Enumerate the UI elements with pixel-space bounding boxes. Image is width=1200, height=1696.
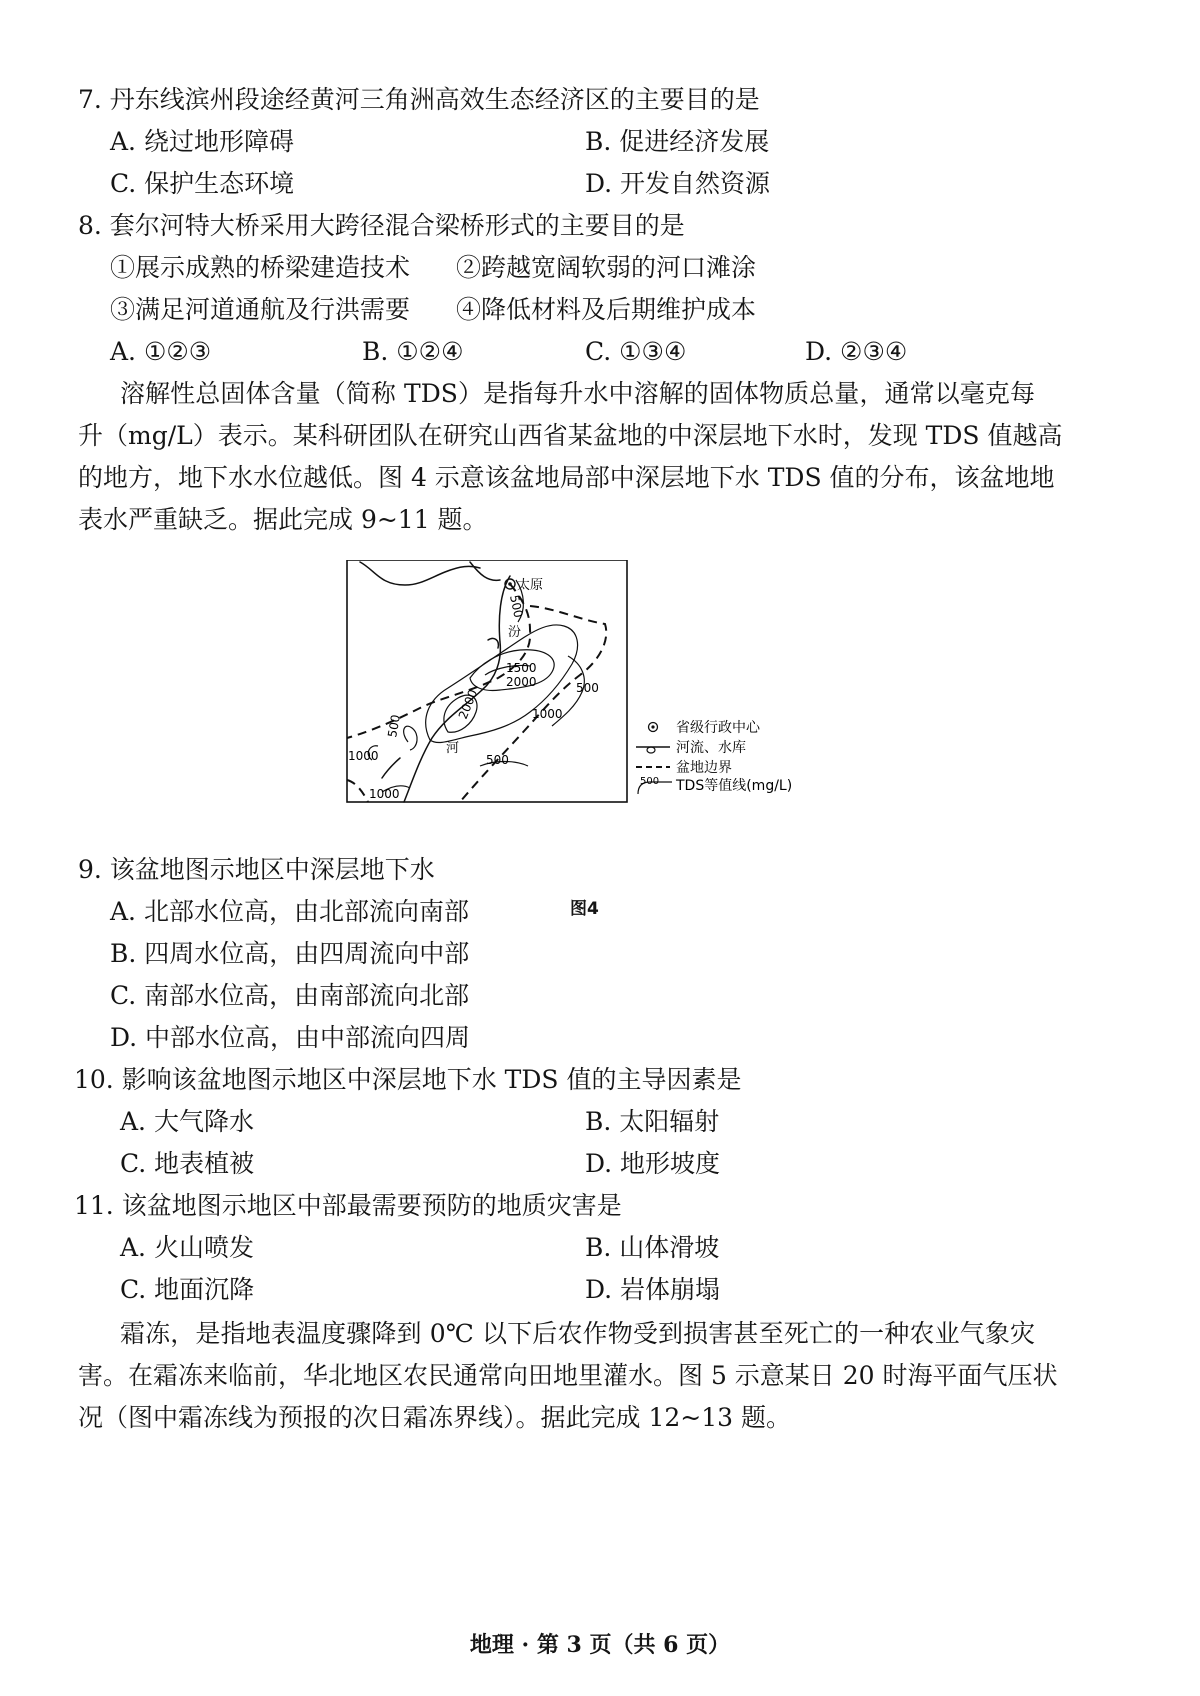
legend-reservoir-icon [647, 747, 655, 753]
contour-label-500-south: 500 [486, 753, 509, 767]
q8-option-b: B. ①②④ [362, 337, 464, 366]
passage2-line-2: 害。在霜冻来临前，华北地区农民通常向田地里灌水。图 5 示意某日 20 时海平面气压状 [78, 1361, 1058, 1390]
q7-option-b: B. 促进经济发展 [585, 127, 770, 156]
basin-boundary-east [460, 606, 606, 802]
west-tributary [382, 758, 400, 778]
contour-label-1500: 1500 [506, 661, 537, 675]
q8-option-c: C. ①③④ [585, 337, 687, 366]
q7-option-d: D. 开发自然资源 [585, 169, 771, 198]
passage1-line-4: 表水严重缺乏。据此完成 9~11 题。 [78, 505, 488, 534]
basin-boundary-south [347, 780, 368, 802]
q10-option-a: A. 大气降水 [120, 1107, 254, 1136]
q8-option-a: A. ①②③ [110, 337, 212, 366]
map-legend [636, 719, 792, 794]
tds-distribution-map [320, 560, 810, 810]
passage1-line-3: 的地方，地下水水位越低。图 4 示意该盆地局部中深层地下水 TDS 值的分布，该盆地地 [78, 463, 1055, 492]
river-north-tributary [360, 562, 480, 585]
contour-label-1000-south: 1000 [369, 787, 400, 801]
q9-option-b: B. 四周水位高，由四周流向中部 [110, 939, 470, 968]
tds-contour-500-southwest [404, 726, 417, 750]
tds-contour-1000-middle [426, 625, 578, 743]
contour-label-1000-middle: 1000 [532, 707, 563, 721]
contour-label-1000-west: 1000 [348, 749, 379, 763]
fen-reservoir-upper [488, 638, 498, 648]
provincial-capital-dot [508, 582, 512, 586]
q8-item-4: ④降低材料及后期维护成本 [456, 295, 757, 324]
basin-boundary-north [347, 584, 530, 738]
q9-stem: 9. 该盆地图示地区中深层地下水 [78, 855, 435, 884]
q11-stem: 11. 该盆地图示地区中部最需要预防的地质灾害是 [74, 1191, 622, 1220]
city-label-taiyuan: 太原 [517, 578, 544, 593]
river-label-fen: 汾 [508, 625, 522, 640]
contour-label-2000-lower: 2000 [455, 687, 481, 722]
legend-river-label: 河流、水库 [676, 740, 746, 756]
q10-option-b: B. 太阳辐射 [585, 1107, 720, 1136]
figure-caption: 图4 [570, 899, 599, 919]
contour-label-2000-upper: 2000 [506, 675, 537, 689]
q9-option-c: C. 南部水位高，由南部流向北部 [110, 981, 470, 1010]
legend-capital-icon-dot [651, 725, 654, 728]
q8-item-1: ①展示成熟的桥梁建造技术 [110, 253, 411, 282]
legend-boundary-label: 盆地边界 [676, 760, 732, 776]
page-footer: 地理 · 第 3 页（共 6 页） [469, 1632, 731, 1658]
q10-stem: 10. 影响该盆地图示地区中深层地下水 TDS 值的主导因素是 [74, 1065, 742, 1094]
q9-option-d: D. 中部水位高，由中部流向四周 [110, 1023, 471, 1052]
q10-option-c: C. 地表植被 [120, 1149, 255, 1178]
q8-item-2: ②跨越宽阔软弱的河口滩涂 [456, 253, 757, 282]
contour-label-500-north: 500 [507, 593, 526, 620]
legend-contour-label: TDS等值线(mg/L) [676, 778, 793, 794]
passage1-line-1: 溶解性总固体含量（简称 TDS）是指每升水中溶解的固体物质总量，通常以毫克每 [120, 379, 1035, 408]
contour-label-500-southwest: 500 [385, 713, 403, 739]
q11-option-d: D. 岩体崩塌 [585, 1275, 721, 1304]
river-north-branch [470, 562, 500, 580]
q9-option-a: A. 北部水位高，由北部流向南部 [110, 897, 469, 926]
q11-option-a: A. 火山喷发 [120, 1233, 254, 1262]
legend-contour-sample: 500 [640, 776, 660, 787]
q10-option-d: D. 地形坡度 [585, 1149, 721, 1178]
q8-stem: 8. 套尔河特大桥采用大跨径混合梁桥形式的主要目的是 [78, 211, 685, 240]
q7-option-a: A. 绕过地形障碍 [110, 127, 294, 156]
q7-stem: 7. 丹东线滨州段途经黄河三角洲高效生态经济区的主要目的是 [78, 85, 760, 114]
passage2-line-3: 况（图中霜冻线为预报的次日霜冻界线）。据此完成 12~13 题。 [78, 1403, 791, 1432]
q11-option-b: B. 山体滑坡 [585, 1233, 720, 1262]
q8-item-3: ③满足河道通航及行洪需要 [110, 295, 411, 324]
fen-river-main [404, 576, 510, 802]
q11-option-c: C. 地面沉降 [120, 1275, 255, 1304]
q8-option-d: D. ②③④ [805, 337, 908, 366]
contour-label-500-east: 500 [576, 681, 599, 695]
passage1-line-2: 升（mg/L）表示。某科研团队在研究山西省某盆地的中深层地下水时，发现 TDS 值越高 [78, 421, 1063, 450]
legend-capital-label: 省级行政中心 [676, 720, 760, 736]
q7-option-c: C. 保护生态环境 [110, 169, 295, 198]
passage2-line-1: 霜冻，是指地表温度骤降到 0℃ 以下后农作物受到损害甚至死亡的一种农业气象灾 [120, 1319, 1035, 1348]
river-label-he: 河 [446, 741, 460, 756]
